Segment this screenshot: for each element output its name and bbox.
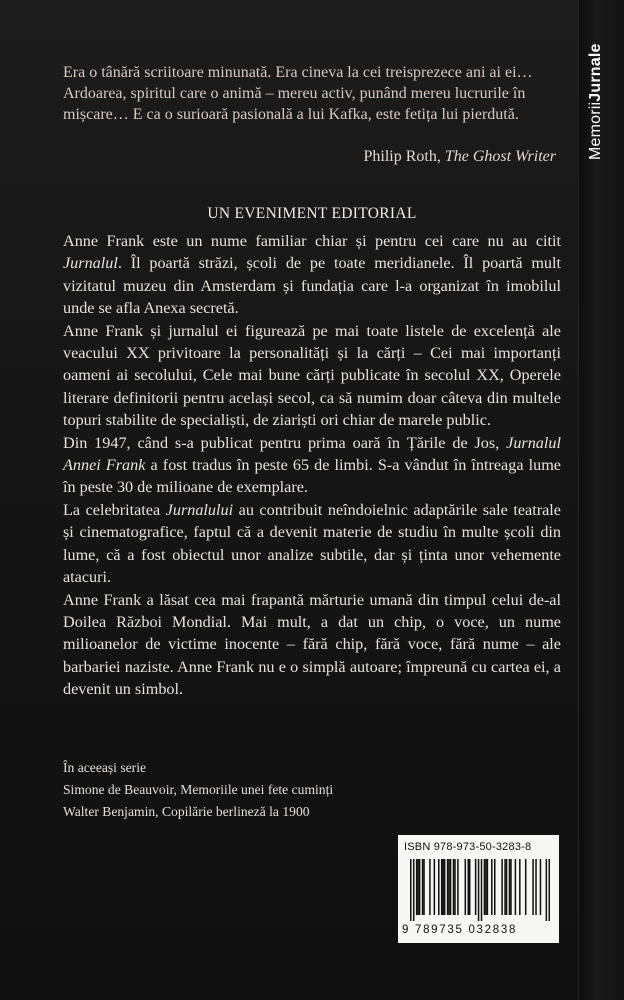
paragraph-4 [63,499,561,589]
barcode-bar [467,859,469,915]
barcode-bar [501,859,503,915]
barcode-bar [549,859,550,921]
barcode-bar [504,859,506,915]
barcode-bar [491,859,493,915]
p3-text-a: Din 1947, când s-a publicat pentru prima oară în Țările de Jos, [63,433,507,452]
barcode-bar [485,859,487,915]
series-logo-part1: Memorii [587,101,604,160]
barcode-bar [484,859,486,915]
barcode-bar [535,859,537,915]
quote-author: Philip Roth, [363,148,441,165]
series-item-title: Copilărie berlineză la 1900 [161,804,310,819]
series-logo-part2: Jurnale [587,43,604,102]
p3-text-c: a fost tradus în peste 65 de limbi. S-a vândut în întreaga lume în peste 30 de milioane de exemplare. [63,456,561,497]
series-logo [583,30,609,160]
barcode-bar [416,859,418,915]
p1-italic-title: Jurnalul [63,254,118,273]
barcode-bar [434,859,436,915]
series-list-item [63,801,463,823]
barcode-bar [410,859,412,921]
barcode-bar [525,859,527,915]
paragraph-5: Anne Frank a lăsat cea mai frapantă mărturie umană din timpul celui de-al Doilea Război Mondial. Mai mult, a dat un chip, o voce, un nume milioanelor de victime inocente – fără chip, fără voce, fără nume – ale barbariei naziste. Anne Frank nu e o simplă autoare; împreună cu cartea ei, a devenit un simbol. [63,590,561,699]
isbn-label: ISBN 978-973-50-3283-8 [404,841,532,853]
paragraph-2: Anne Frank și jurnalul ei figurează pe mai toate listele de excelență ale veacului XX privitoare la personalități și la cărți – Cei mai importanți oameni ai secolului, Cele mai bune cărți publicate în secolul XX, Operele literare definitorii pentru același secol, ca să numim doar câteva din multele topuri stabilite de specialiști, de ziariști ori chiar de marele public. [63,321,561,430]
barcode-bar [441,859,443,915]
quote-attribution [364,148,556,166]
barcode-bar [475,859,477,915]
barcode-bar [448,859,450,915]
series-list-item [63,779,463,801]
p4-italic-title: Jurnalului [165,500,234,519]
same-series-heading: În aceeași serie [63,760,147,775]
barcode-bar [532,859,534,915]
barcode-bar [494,859,496,915]
barcode-bar [509,859,511,915]
barcode-bars [410,859,550,921]
barcode-bar [447,859,449,915]
barcode-bar [540,859,542,915]
ean-digits: 9 789735 032838 [402,924,518,936]
paragraph-3 [63,432,561,499]
blurb-quote: Era o tânără scriitoare minunată. Era cineva la cei treisprezece ani ai ei… Ardoarea, spiritul care o animă – mereu activ, punând mereu lucrurile în mișcare… E ca o surioară pasională a lui Kafka, este fetița lui pierdută. [63,64,533,123]
isbn-barcode [398,835,559,943]
barcode-bar [487,859,489,915]
series-item-author: Walter Benjamin, [63,804,159,819]
quote-work-title: The Ghost Writer [444,148,556,165]
section-heading: UN EVENIMENT EDITORIAL [207,205,417,222]
barcode-bar [450,859,452,915]
barcode-bar [519,859,521,915]
barcode-bar [478,859,480,921]
p3-italic-title: Jurnalul Annei Frank [63,433,561,475]
barcode-bar [442,859,444,915]
barcode-bar [465,859,467,915]
p1-text-c: . Îl poartă străzi, școli de pe toate meridianele. Îl poartă mult vizitatul muzeu din Amsterdam și fundația care l-a organizat în imobilul unde se afla Anexa secretă. [63,254,561,318]
barcode-bar [469,859,471,915]
p1-text-a: Anne Frank este un nume familiar chiar și pentru cei care nu au citit [63,232,561,250]
same-series-list [63,757,463,823]
p4-text-a: La celebritatea [63,500,166,519]
series-item-title: Memoriile unei fete cuminți [180,782,334,797]
barcode-bar [417,859,419,915]
barcode-bar [422,859,424,915]
barcode-bar [515,859,517,915]
barcode-bar [506,859,508,915]
barcode-bar [546,859,548,921]
barcode-bar [413,859,415,921]
description-body [63,230,561,701]
barcode-bar [444,859,446,915]
paragraph-1 [63,230,561,320]
barcode-bar [457,859,459,915]
p4-text-c: au contribuit neîndoielnic adaptările sale teatrale și cinematografice, faptul că a devenit materie de studiu în multe școli din lume, că a fost obiectul unor analize subtile, dar și ținta unor vehemente atacuri. [63,500,561,587]
barcode-bar [419,859,421,915]
series-item-author: Simone de Beauvoir, [63,782,177,797]
barcode-bar [454,859,456,915]
barcode-bar [510,859,512,915]
barcode-bar [453,859,455,915]
barcode-bar [481,859,483,921]
barcode-bar [429,859,431,915]
barcode-bar [438,859,440,915]
barcode-bar [423,859,425,915]
